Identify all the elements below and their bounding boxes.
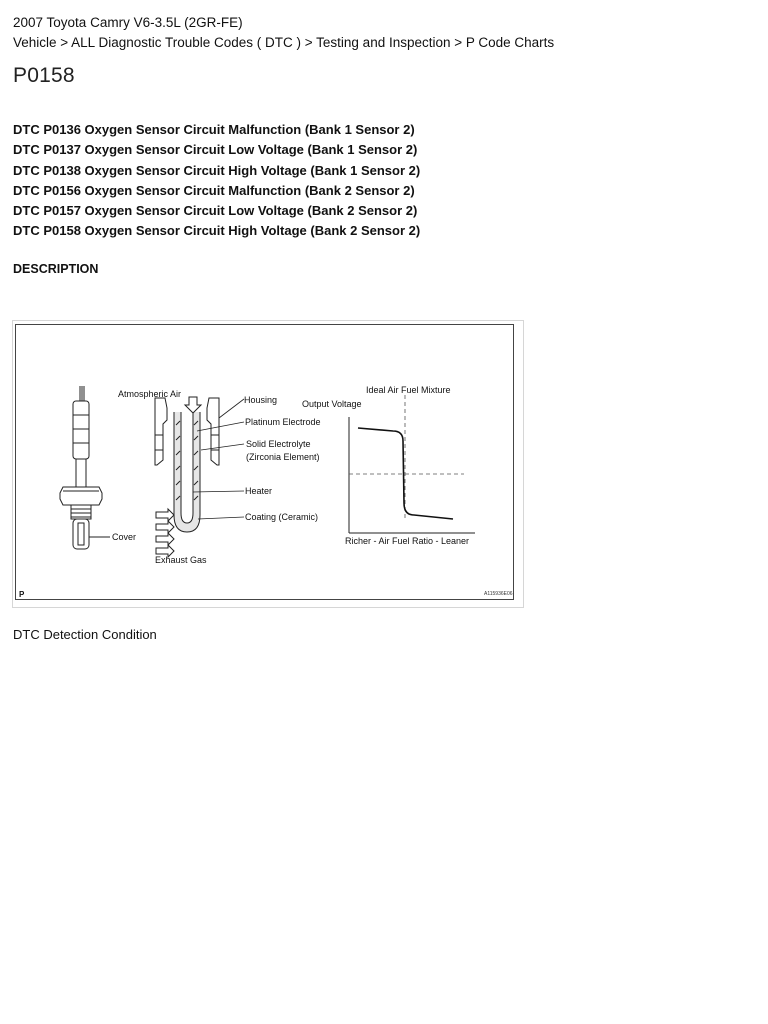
figure-id: A115936E06 xyxy=(484,591,513,597)
heater-label: Heater xyxy=(245,486,273,496)
x-axis-label: Richer - Air Fuel Ratio - Leaner xyxy=(345,536,470,546)
detection-condition-heading: DTC Detection Condition xyxy=(13,627,157,642)
housing-label: Housing xyxy=(244,395,278,405)
dtc-item: DTC P0156 Oxygen Sensor Circuit Malfunction (Bank 2 Sensor 2) xyxy=(13,182,415,198)
sensor-cross-section xyxy=(155,397,219,557)
output-voltage-label: Output Voltage xyxy=(302,399,362,409)
figure-frame xyxy=(15,324,514,600)
solid-electrolyte-label: Solid Electrolyte xyxy=(246,439,311,449)
zirconia-element-label: (Zirconia Element) xyxy=(246,452,320,462)
oxygen-sensor-diagram xyxy=(16,325,513,599)
corner-mark: P xyxy=(19,590,25,599)
description-heading: DESCRIPTION xyxy=(13,262,99,276)
voltage-curve xyxy=(358,428,453,519)
output-voltage-graph xyxy=(349,395,475,533)
dtc-item: DTC P0136 Oxygen Sensor Circuit Malfunction (Bank 1 Sensor 2) xyxy=(13,122,415,137)
sensor-exterior-illustration xyxy=(60,386,102,549)
oxygen-sensor-figure xyxy=(12,320,524,608)
page-title: P0158 xyxy=(13,64,75,87)
atmospheric-air-label: Atmospheric Air xyxy=(118,389,182,399)
coating-label: Coating (Ceramic) xyxy=(245,512,319,522)
dtc-item: DTC P0158 Oxygen Sensor Circuit High Voltage (Bank 2 Sensor 2) xyxy=(13,223,421,239)
breadcrumb: Vehicle > ALL Diagnostic Trouble Codes ( DTC ) > Testing and Inspection > P Code Charts xyxy=(13,35,555,50)
dtc-item: DTC P0137 Oxygen Sensor Circuit Low Voltage (Bank 1 Sensor 2) xyxy=(13,142,418,158)
cover-label: Cover xyxy=(112,532,137,542)
platinum-electrode-label: Platinum Electrode xyxy=(245,417,321,427)
vehicle-title: 2007 Toyota Camry V6-3.5L (2GR-FE) xyxy=(13,15,243,30)
dtc-item: DTC P0157 Oxygen Sensor Circuit Low Voltage (Bank 2 Sensor 2) xyxy=(13,203,418,219)
exhaust-gas-label: Exhaust Gas xyxy=(155,555,207,565)
dtc-item: DTC P0138 Oxygen Sensor Circuit High Voltage (Bank 1 Sensor 2) xyxy=(13,162,421,178)
ideal-mixture-label: Ideal Air Fuel Mixture xyxy=(366,385,451,395)
dtc-list xyxy=(13,120,420,242)
